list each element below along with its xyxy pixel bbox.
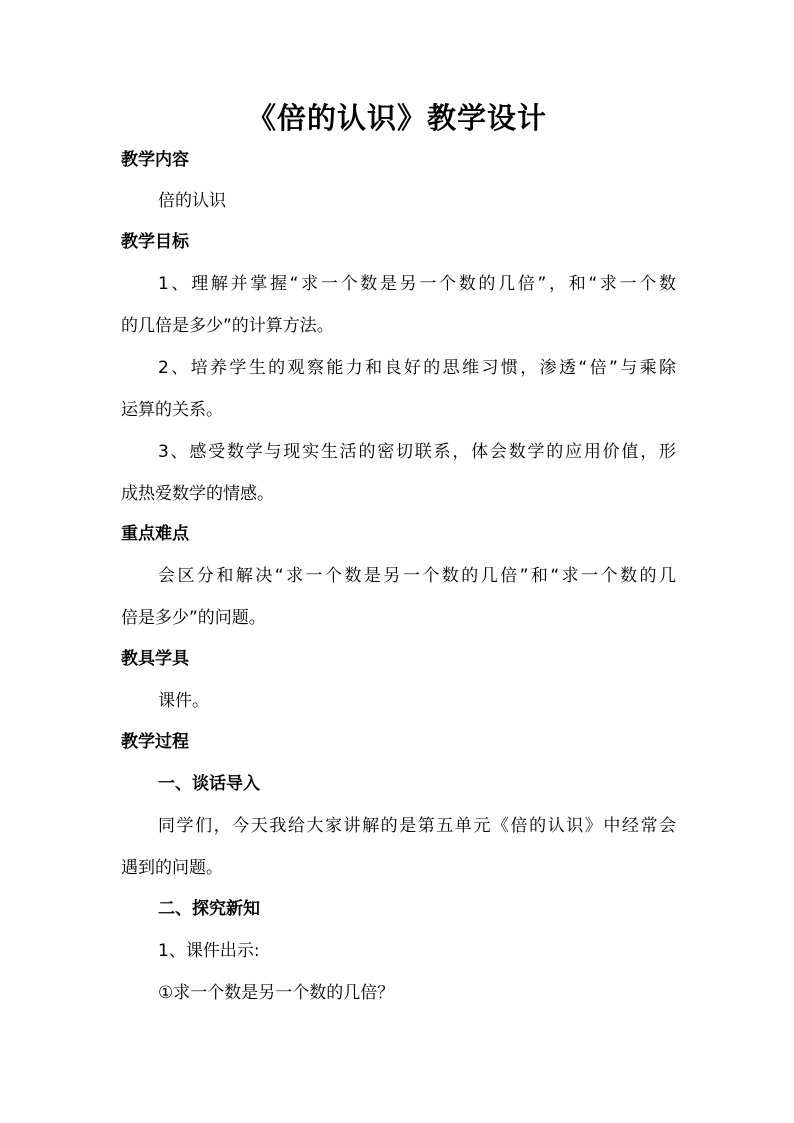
objective-2-line-2: 运算的关系。 [121,400,223,420]
process-part-1-heading: 一、谈话导入 [158,774,260,794]
objective-3-line-2: 成热爱数学的情感。 [121,484,274,504]
key-points-line-2: 倍是多少”的问题。 [121,608,266,628]
objective-2-line-1: 2、培养学生的观察能力和良好的思维习惯，渗透“倍”与乘除 [158,358,676,378]
section-heading-content: 教学内容 [121,150,189,170]
section-heading-key-points: 重点难点 [121,524,189,544]
section-heading-objectives: 教学目标 [121,232,189,252]
document-title: 《倍的认识》教学设计 [246,101,547,135]
materials-text: 课件。 [158,691,209,711]
key-points-line-1: 会区分和解决“求一个数是另一个数的几倍”和“求一个数的几 [158,566,676,586]
objective-1-line-2: 的几倍是多少”的计算方法。 [121,316,334,336]
process-part-2-step-1: 1、课件出示: [158,941,260,961]
process-part-2-heading: 二、探究新知 [158,899,260,919]
section-heading-process: 教学过程 [121,732,189,752]
content-text: 倍的认识 [158,191,226,211]
section-heading-materials: 教具学具 [121,649,189,669]
process-part-1-line-2: 遇到的问题。 [121,858,223,878]
process-part-2-question-1: ①求一个数是另一个数的几倍？ [158,983,395,1003]
objective-1-line-1: 1、理解并掌握“求一个数是另一个数的几倍”，和“求一个数 [158,274,676,294]
objective-3-line-1: 3、感受数学与现实生活的密切联系，体会数学的应用价值，形 [158,442,676,462]
process-part-1-line-1: 同学们，今天我给大家讲解的是第五单元《倍的认识》中经常会 [158,816,676,836]
